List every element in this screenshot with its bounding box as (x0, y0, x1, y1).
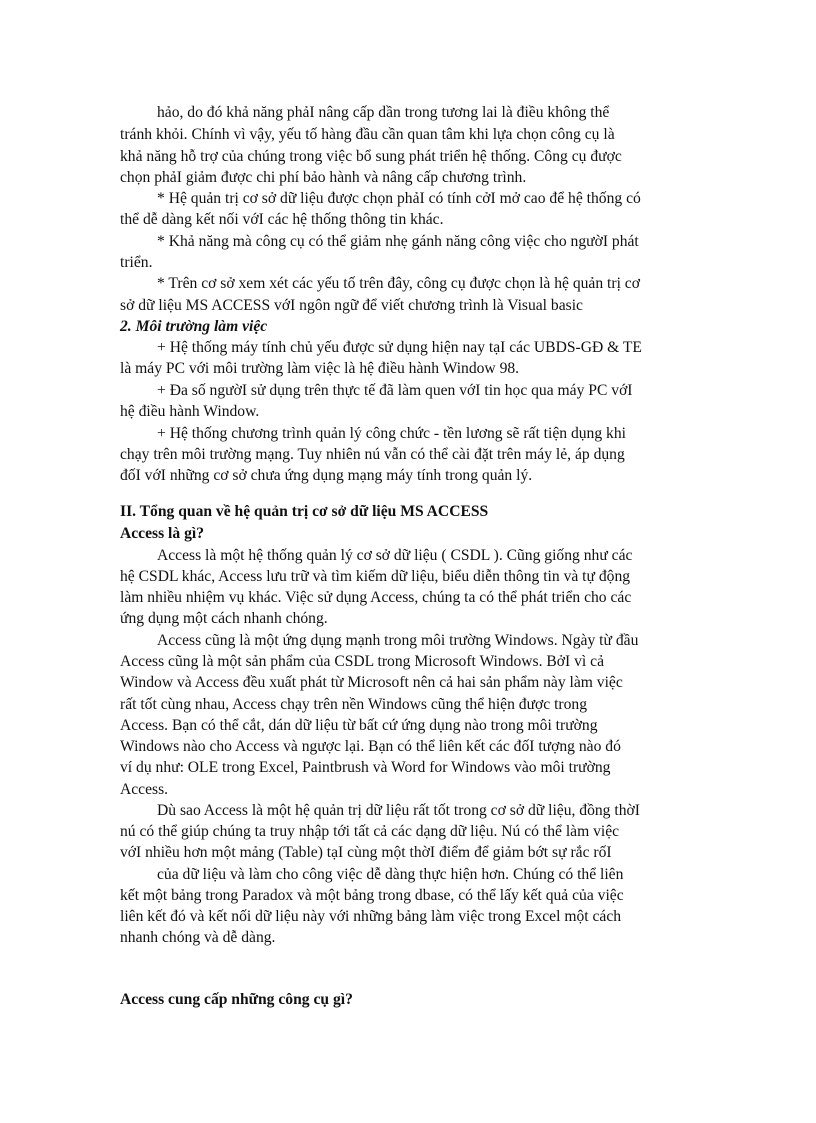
paragraph-line: Access là một hệ thống quản lý cơ sở dữ liệu ( CSDL ). Cũng giống như các (157, 547, 633, 564)
text-line: làm nhiều nhiệm vụ khác. Việc sử dụng Access, chúng ta có thể phát triển cho các (120, 589, 632, 606)
text-line: chọn phảI giảm được chi phí bảo hành và nâng cấp chương trình. (120, 169, 527, 186)
bullet-line: * Hệ quản trị cơ sở dữ liệu được chọn phảI có tính cởI mở cao để hệ thống có (157, 190, 641, 207)
text-line: rất tốt cùng nhau, Access chạy trên nền Windows cũng thể hiện được trong (120, 696, 588, 713)
list-item-line: + Đa số ngườI sử dụng trên thực tế đã làm quen vớI tin học qua máy PC vớI (157, 382, 633, 399)
paragraph-line: Dù sao Access là một hệ quản trị dữ liệu rất tốt trong cơ sở dữ liệu, đồng thờI (157, 802, 640, 819)
text-line: khả năng hỗ trợ của chúng trong việc bổ sung phát triển hệ thống. Công cụ được (120, 148, 622, 165)
paragraph-line: Access cũng là một ứng dụng mạnh trong môi trường Windows. Ngày từ đầu (157, 632, 639, 649)
text-line: kết một bảng trong Paradox và một bảng trong dbase, có thể lấy kết quả của việc (120, 887, 624, 904)
text-line: là máy PC với môi trường làm việc là hệ điều hành Window 98. (120, 360, 520, 377)
text-line: Window và Access đều xuất phát từ Microsoft nên cả hai sản phẩm này làm việc (120, 674, 623, 691)
subheading: Access cung cấp những công cụ gì? (120, 991, 353, 1008)
text-line: Access. Bạn có thể cắt, dán dữ liệu từ bất cứ ứng dụng nào trong môi trường (120, 717, 598, 734)
text-line: hảo, do đó khả năng phảI nâng cấp dần trong tương lai là điều không thể (157, 104, 610, 121)
text-line: Windows nào cho Access và ngược lại. Bạn có thể liên kết các đốI tượng nào đó (120, 738, 621, 755)
text-line: Access cũng là một sản phẩm của CSDL trong Microsoft Windows. BởI vì cả (120, 653, 605, 670)
text-line: đốI vớI những cơ sở chưa ứng dụng mạng máy tính trong quản lý. (120, 467, 533, 484)
text-line: hệ CSDL khác, Access lưu trữ và tìm kiếm dữ liệu, biểu diễn thông tin và tự động (120, 568, 631, 585)
text-line: ví dụ như: OLE trong Excel, Paintbrush và Word for Windows vào môi trường (120, 759, 611, 776)
text-line: liên kết đó và kết nối dữ liệu này với những bảng làm việc trong Excel một cách (120, 908, 622, 925)
text-line: sở dữ liệu MS ACCESS vớI ngôn ngữ để viết chương trình là Visual basic (120, 297, 583, 314)
text-line: thể dễ dàng kết nối vớI các hệ thống thông tin khác. (120, 211, 444, 228)
text-line: vớI nhiều hơn một mảng (Table) tạI cùng một thờI điểm để giảm bớt sự rắc rốI (120, 844, 612, 861)
text-line: chạy trên môi trường mạng. Tuy nhiên nú vẫn có thể cài đặt trên máy lẻ, áp dụng (120, 446, 625, 463)
paragraph-line: của dữ liệu và làm cho công việc dễ dàng thực hiện hơn. Chúng có thể liên (157, 866, 624, 883)
text-line: triển. (120, 254, 153, 271)
list-item-line: + Hệ thống chương trình quản lý công chức - tền lương sẽ rất tiện dụng khi (157, 425, 626, 442)
text-line: nú có thể giúp chúng ta truy nhập tới tất cả các dạng dữ liệu. Nú có thể làm việc (120, 823, 620, 840)
text-line: hệ điều hành Window. (120, 403, 260, 420)
subheading: Access là gì? (120, 525, 205, 542)
bullet-line: * Khả năng mà công cụ có thể giảm nhẹ gánh năng công việc cho ngườI phát (157, 233, 639, 250)
text-line: ứng dụng một cách nhanh chóng. (120, 610, 328, 627)
text-line: nhanh chóng và dễ dàng. (120, 929, 276, 946)
section-heading: II. Tổng quan về hệ quản trị cơ sở dữ liệu MS ACCESS (120, 503, 489, 520)
list-item-line: + Hệ thống máy tính chủ yếu được sử dụng hiện nay tạI các UBDS-GĐ & TE (157, 339, 642, 356)
section-heading: 2. Môi trường làm việc (120, 318, 268, 335)
text-line: tránh khỏi. Chính vì vậy, yếu tố hàng đầu cần quan tâm khi lựa chọn công cụ là (120, 126, 615, 143)
bullet-line: * Trên cơ sở xem xét các yếu tố trên đây, công cụ được chọn là hệ quản trị cơ (157, 275, 640, 292)
text-line: Access. (120, 781, 169, 798)
